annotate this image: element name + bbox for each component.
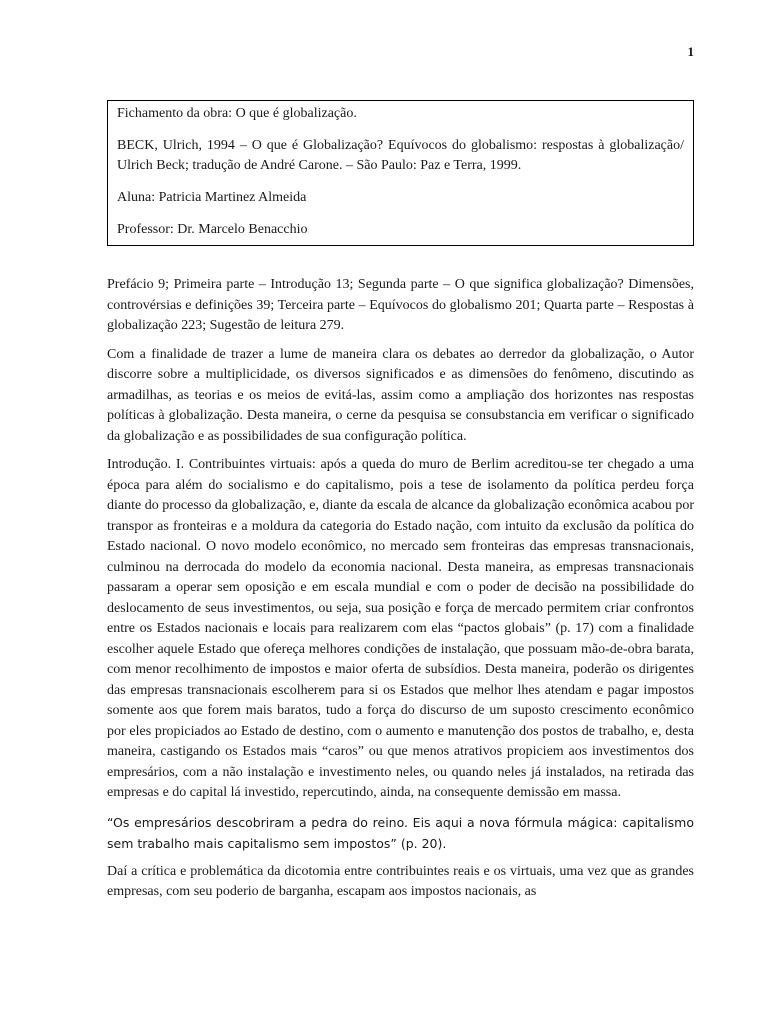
quotation-paragraph: “Os empresários descobriram a pedra do reino. Eis aqui a nova fórmula mágica: capitalismo sem trabalho mais capitalismo sem impostos” (p. 20). bbox=[107, 814, 694, 851]
student-name: Aluna: Patricia Martinez Almeida bbox=[117, 190, 307, 205]
document-body bbox=[107, 275, 694, 911]
table-of-contents-paragraph: Prefácio 9; Primeira parte – Introdução 13; Segunda parte – O que significa globalização? Dimensões, controvérsias e definições 39; Terceira parte – Equívocos do globalismo 201; Quarta parte – Respostas à globalização 223; Sugestão de leitura 279. bbox=[107, 277, 694, 333]
summary-paragraph: Com a finalidade de trazer a lume de maneira clara os debates ao derredor da globalização, o Autor discorre sobre a multiplicidade, os diversos significados e as dimensões do fenômeno, discutindo as armadilhas, as teorias e os meios de evitá-las, assim como a ampliação dos horizontes nas respostas políticas à globalização. Desta maneira, o cerne da pesquisa se consubstancia em verificar o significado da globalização e as possibilidades de sua configuração política. bbox=[107, 346, 694, 444]
professor-name: Professor: Dr. Marcelo Benacchio bbox=[117, 222, 308, 237]
closing-paragraph: Daí a crítica e problemática da dicotomia entre contribuintes reais e os virtuais, uma vez que as grandes empresas, com seu poderio de barganha, escapam aos impostos nacionais, as bbox=[107, 863, 694, 899]
work-title: Fichamento da obra: O que é globalização. bbox=[117, 106, 357, 121]
introduction-paragraph: Introdução. I. Contribuintes virtuais: após a queda do muro de Berlim acreditou-se ter chegado a uma época para além do socialismo e do capitalismo, pois a tese de isolamento da política perdeu força diante do processo da globalização, e, diante da escala de alcance da globalização econômica acabou por transpor as fronteiras e a moldura da categoria do Estado nação, com intuito da exclusão da política do Estado nacional. O novo modelo econômico, no mercado sem fronteiras das empresas transnacionais, culminou na derrocada do modelo da economia nacional. Desta maneira, as empresas transnacionais passaram a operar sem oposição e em escala mundial e com o poder de decisão na possibilidade do deslocamento de seus investimentos, ou seja, sua posição e força de mercado permitem criar confrontos entre os Estados nacionais e locais para realizarem com elas “pactos globais” (p. 17) com a finalidade escolher aquele Estado que ofereça melhores condições de instalação, que possuam mão-de-obra barata, com menor recolhimento de impostos e maior oferta de subsídios. Desta maneira, poderão os dirigentes das empresas transnacionais escolherem para si os Estados que melhor lhes atendam e pagar impostos somente aos que forem mais baratos, tudo a força do discurso de um suposto crescimento econômico por eles propiciados ao Estado de destino, com o aumento e manutenção dos postos de trabalho, e, desta maneira, castigando os Estados mais “caros” ou que menos atrativos propiciem aos investimentos dos empresários, com a não instalação e investimento neles, ou quando neles já instalados, na retirada das empresas e do capital lá investido, repercutindo, ainda, na consequente demissão em massa. bbox=[107, 457, 694, 800]
bibliographic-reference: BECK, Ulrich, 1994 – O que é Globalização? Equívocos do globalismo: respostas à globalização/ Ulrich Beck; tradução de André Carone. – São Paulo: Paz e Terra, 1999. bbox=[117, 138, 684, 173]
page-number: 1 bbox=[687, 44, 694, 59]
citation-header-box bbox=[107, 100, 694, 246]
